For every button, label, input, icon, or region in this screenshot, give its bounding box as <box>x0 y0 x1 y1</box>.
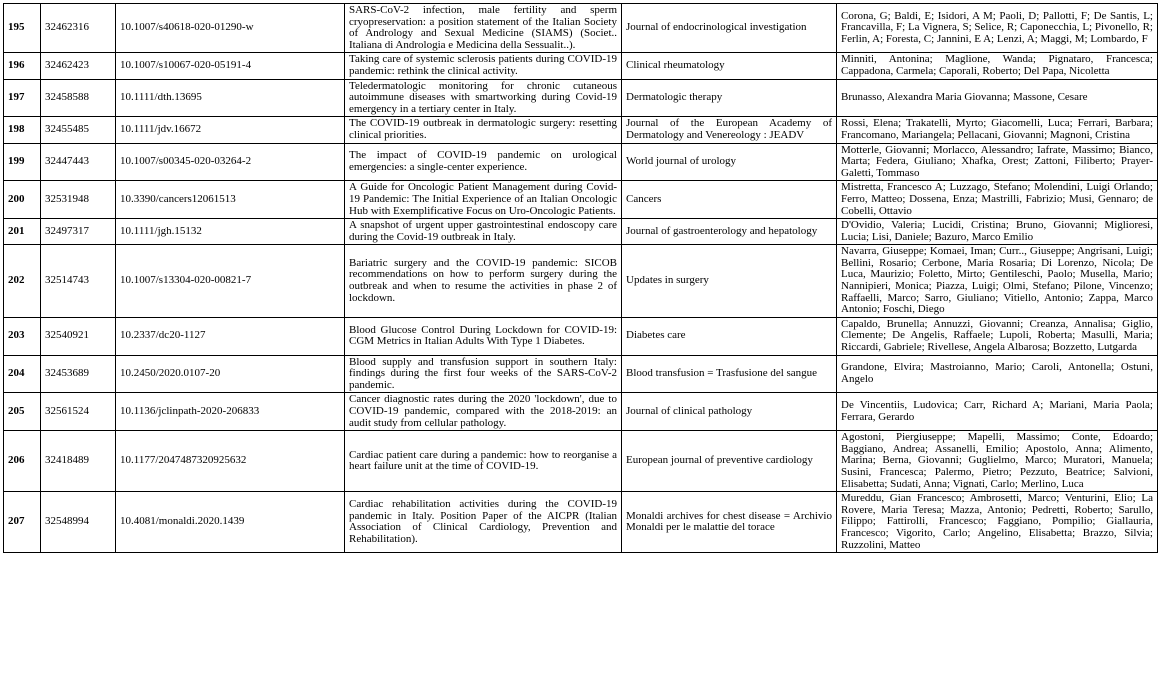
title-cell: Bariatric surgery and the COVID-19 pandemic: SICOB recommendations on how to perform surgery during the outbreak and when to resume the activities in phase 2 of lockdown. <box>345 245 622 318</box>
document-page <box>3 3 1157 553</box>
row-number: 195 <box>4 4 41 53</box>
doi-cell: 10.1007/s00345-020-03264-2 <box>116 143 345 181</box>
table-row <box>4 143 1158 181</box>
authors-cell: Motterle, Giovanni; Morlacco, Alessandro; Iafrate, Massimo; Bianco, Marta; Federa, Giuliano; Xhafka, Orest; Zattoni, Filiberto; Prayer-Galetti, Tommaso <box>837 143 1158 181</box>
row-number: 201 <box>4 219 41 245</box>
authors-cell: Brunasso, Alexandra Maria Giovanna; Massone, Cesare <box>837 79 1158 117</box>
table-row <box>4 393 1158 431</box>
doi-cell: 10.2337/dc20-1127 <box>116 317 345 355</box>
pmid-cell: 32548994 <box>41 492 116 553</box>
row-number: 200 <box>4 181 41 219</box>
title-cell: Cardiac rehabilitation activities during the COVID-19 pandemic in Italy. Position Paper of the AICPR (Italian Association of Clinical Cardiology, Prevention and Rehabilitation). <box>345 492 622 553</box>
pmid-cell: 32531948 <box>41 181 116 219</box>
pmid-cell: 32514743 <box>41 245 116 318</box>
doi-cell: 10.1007/s13304-020-00821-7 <box>116 245 345 318</box>
title-cell: The COVID-19 outbreak in dermatologic surgery: resetting clinical priorities. <box>345 117 622 143</box>
doi-cell: 10.1111/jgh.15132 <box>116 219 345 245</box>
title-cell: SARS-CoV-2 infection, male fertility and sperm cryopreservation: a position statement of the Italian Society of Andrology and Sexual Medicine (SIAMS) (Societ.. Italiana di Andrologia e Medicina della Sessualit..). <box>345 4 622 53</box>
row-number: 198 <box>4 117 41 143</box>
pmid-cell: 32458588 <box>41 79 116 117</box>
row-number: 207 <box>4 492 41 553</box>
journal-cell: Clinical rheumatology <box>622 53 837 79</box>
authors-cell: Mistretta, Francesco A; Luzzago, Stefano; Molendini, Luigi Orlando; Ferro, Matteo; Dossena, Enza; Mastrilli, Fabrizio; Musi, Gennaro; de Cobelli, Ottavio <box>837 181 1158 219</box>
journal-cell: Journal of endocrinological investigation <box>622 4 837 53</box>
table-row <box>4 181 1158 219</box>
journal-cell: Diabetes care <box>622 317 837 355</box>
title-cell: The impact of COVID-19 pandemic on urological emergencies: a single-center experience. <box>345 143 622 181</box>
journal-cell: Journal of the European Academy of Dermatology and Venereology : JEADV <box>622 117 837 143</box>
authors-cell: Navarra, Giuseppe; Komaei, Iman; Curr.., Giuseppe; Angrisani, Luigi; Bellini, Rosario; Cerbone, Maria Rosaria; Di Lorenzo, Nicola; De Luca, Maurizio; Foletto, Mirto; Gentileschi, Paolo; Musella, Mario; Nannipieri, Monica; Piazza, Luigi; Olmi, Stefano; Pilone, Vincenzo; Raffaelli, Marco; Sarro, Giuliano; Vitiello, Antonio; Zappa, Marco Antonio; Foschi, Diego <box>837 245 1158 318</box>
pmid-cell: 32561524 <box>41 393 116 431</box>
journal-cell: Blood transfusion = Trasfusione del sangue <box>622 355 837 393</box>
pmid-cell: 32455485 <box>41 117 116 143</box>
journal-cell: Journal of clinical pathology <box>622 393 837 431</box>
publications-table <box>3 3 1158 553</box>
journal-cell: World journal of urology <box>622 143 837 181</box>
pmid-cell: 32540921 <box>41 317 116 355</box>
authors-cell: Grandone, Elvira; Mastroianno, Mario; Caroli, Antonella; Ostuni, Angelo <box>837 355 1158 393</box>
table-row <box>4 431 1158 492</box>
table-row <box>4 355 1158 393</box>
table-row <box>4 245 1158 318</box>
table-row <box>4 317 1158 355</box>
row-number: 203 <box>4 317 41 355</box>
authors-cell: Capaldo, Brunella; Annuzzi, Giovanni; Creanza, Annalisa; Giglio, Clemente; De Angelis, Raffaele; Lupoli, Roberta; Masulli, Maria; Riccardi, Gabriele; Rivellese, Angela Albarosa; Bozzetto, Lutgarda <box>837 317 1158 355</box>
row-number: 199 <box>4 143 41 181</box>
pmid-cell: 32462316 <box>41 4 116 53</box>
table-row <box>4 492 1158 553</box>
journal-cell: Cancers <box>622 181 837 219</box>
journal-cell: Journal of gastroenterology and hepatology <box>622 219 837 245</box>
journal-cell: Updates in surgery <box>622 245 837 318</box>
pmid-cell: 32497317 <box>41 219 116 245</box>
authors-cell: De Vincentiis, Ludovica; Carr, Richard A; Mariani, Maria Paola; Ferrara, Gerardo <box>837 393 1158 431</box>
authors-cell: Corona, G; Baldi, E; Isidori, A M; Paoli, D; Pallotti, F; De Santis, L; Francavilla, F; La Vignera, S; Selice, R; Caponecchia, L; Pivonello, R; Ferlin, A; Foresta, C; Jannini, E A; Lenzi, A; Maggi, M; Lombardo, F <box>837 4 1158 53</box>
row-number: 204 <box>4 355 41 393</box>
pmid-cell: 32453689 <box>41 355 116 393</box>
row-number: 205 <box>4 393 41 431</box>
doi-cell: 10.3390/cancers12061513 <box>116 181 345 219</box>
title-cell: Blood supply and transfusion support in southern Italy: findings during the first four weeks of the SARS-CoV-2 pandemic. <box>345 355 622 393</box>
row-number: 197 <box>4 79 41 117</box>
authors-cell: Minniti, Antonina; Maglione, Wanda; Pignataro, Francesca; Cappadona, Carmela; Caporali, Roberto; Del Papa, Nicoletta <box>837 53 1158 79</box>
doi-cell: 10.1111/dth.13695 <box>116 79 345 117</box>
doi-cell: 10.1007/s10067-020-05191-4 <box>116 53 345 79</box>
journal-cell: Dermatologic therapy <box>622 79 837 117</box>
title-cell: Cancer diagnostic rates during the 2020 'lockdown', due to COVID-19 pandemic, compared with the 2018-2019: an audit study from cellular pathology. <box>345 393 622 431</box>
table-row <box>4 79 1158 117</box>
authors-cell: Agostoni, Piergiuseppe; Mapelli, Massimo; Conte, Edoardo; Baggiano, Andrea; Assanelli, Emilio; Apostolo, Anna; Alimento, Marina; Berna, Giovanni; Guglielmo, Marco; Muratori, Manuela; Susini, Francesca; Palermo, Pietro; Pezzuto, Beatrice; Salvioni, Elisabetta; Sudati, Anna; Vignati, Carlo; Merlino, Luca <box>837 431 1158 492</box>
title-cell: Blood Glucose Control During Lockdown for COVID-19: CGM Metrics in Italian Adults With Type 1 Diabetes. <box>345 317 622 355</box>
title-cell: A Guide for Oncologic Patient Management during Covid-19 Pandemic: The Initial Experience of an Italian Oncologic Hub with Exemplificative Focus on Uro-Oncologic Patients. <box>345 181 622 219</box>
authors-cell: D'Ovidio, Valeria; Lucidi, Cristina; Bruno, Giovanni; Miglioresi, Lucia; Lisi, Daniele; Bazuro, Marco Emilio <box>837 219 1158 245</box>
doi-cell: 10.2450/2020.0107-20 <box>116 355 345 393</box>
table-row <box>4 219 1158 245</box>
doi-cell: 10.1007/s40618-020-01290-w <box>116 4 345 53</box>
doi-cell: 10.1111/jdv.16672 <box>116 117 345 143</box>
doi-cell: 10.1177/2047487320925632 <box>116 431 345 492</box>
journal-cell: European journal of preventive cardiology <box>622 431 837 492</box>
title-cell: Teledermatologic monitoring for chronic cutaneous autoimmune diseases with smartworking during Covid-19 emergency in a tertiary center in Italy. <box>345 79 622 117</box>
row-number: 196 <box>4 53 41 79</box>
authors-cell: Mureddu, Gian Francesco; Ambrosetti, Marco; Venturini, Elio; La Rovere, Maria Teresa; Mazza, Antonio; Pedretti, Roberto; Sarullo, Filippo; Fattirolli, Francesco; Faggiano, Pompilio; Giallauria, Francesco; Vigorito, Carlo; Angelino, Elisabetta; Brazzo, Silvia; Ruzzolini, Matteo <box>837 492 1158 553</box>
row-number: 202 <box>4 245 41 318</box>
doi-cell: 10.1136/jclinpath-2020-206833 <box>116 393 345 431</box>
table-row <box>4 117 1158 143</box>
journal-cell: Monaldi archives for chest disease = Archivio Monaldi per le malattie del torace <box>622 492 837 553</box>
pmid-cell: 32447443 <box>41 143 116 181</box>
pmid-cell: 32418489 <box>41 431 116 492</box>
title-cell: Taking care of systemic sclerosis patients during COVID-19 pandemic: rethink the clinical activity. <box>345 53 622 79</box>
title-cell: A snapshot of urgent upper gastrointestinal endoscopy care during the Covid-19 outbreak in Italy. <box>345 219 622 245</box>
pmid-cell: 32462423 <box>41 53 116 79</box>
table-row <box>4 53 1158 79</box>
doi-cell: 10.4081/monaldi.2020.1439 <box>116 492 345 553</box>
table-body <box>4 4 1158 553</box>
title-cell: Cardiac patient care during a pandemic: how to reorganise a heart failure unit at the time of COVID-19. <box>345 431 622 492</box>
table-row <box>4 4 1158 53</box>
row-number: 206 <box>4 431 41 492</box>
authors-cell: Rossi, Elena; Trakatelli, Myrto; Giacomelli, Luca; Ferrari, Barbara; Francomano, Mariangela; Pellacani, Giovanni; Magnoni, Cristina <box>837 117 1158 143</box>
